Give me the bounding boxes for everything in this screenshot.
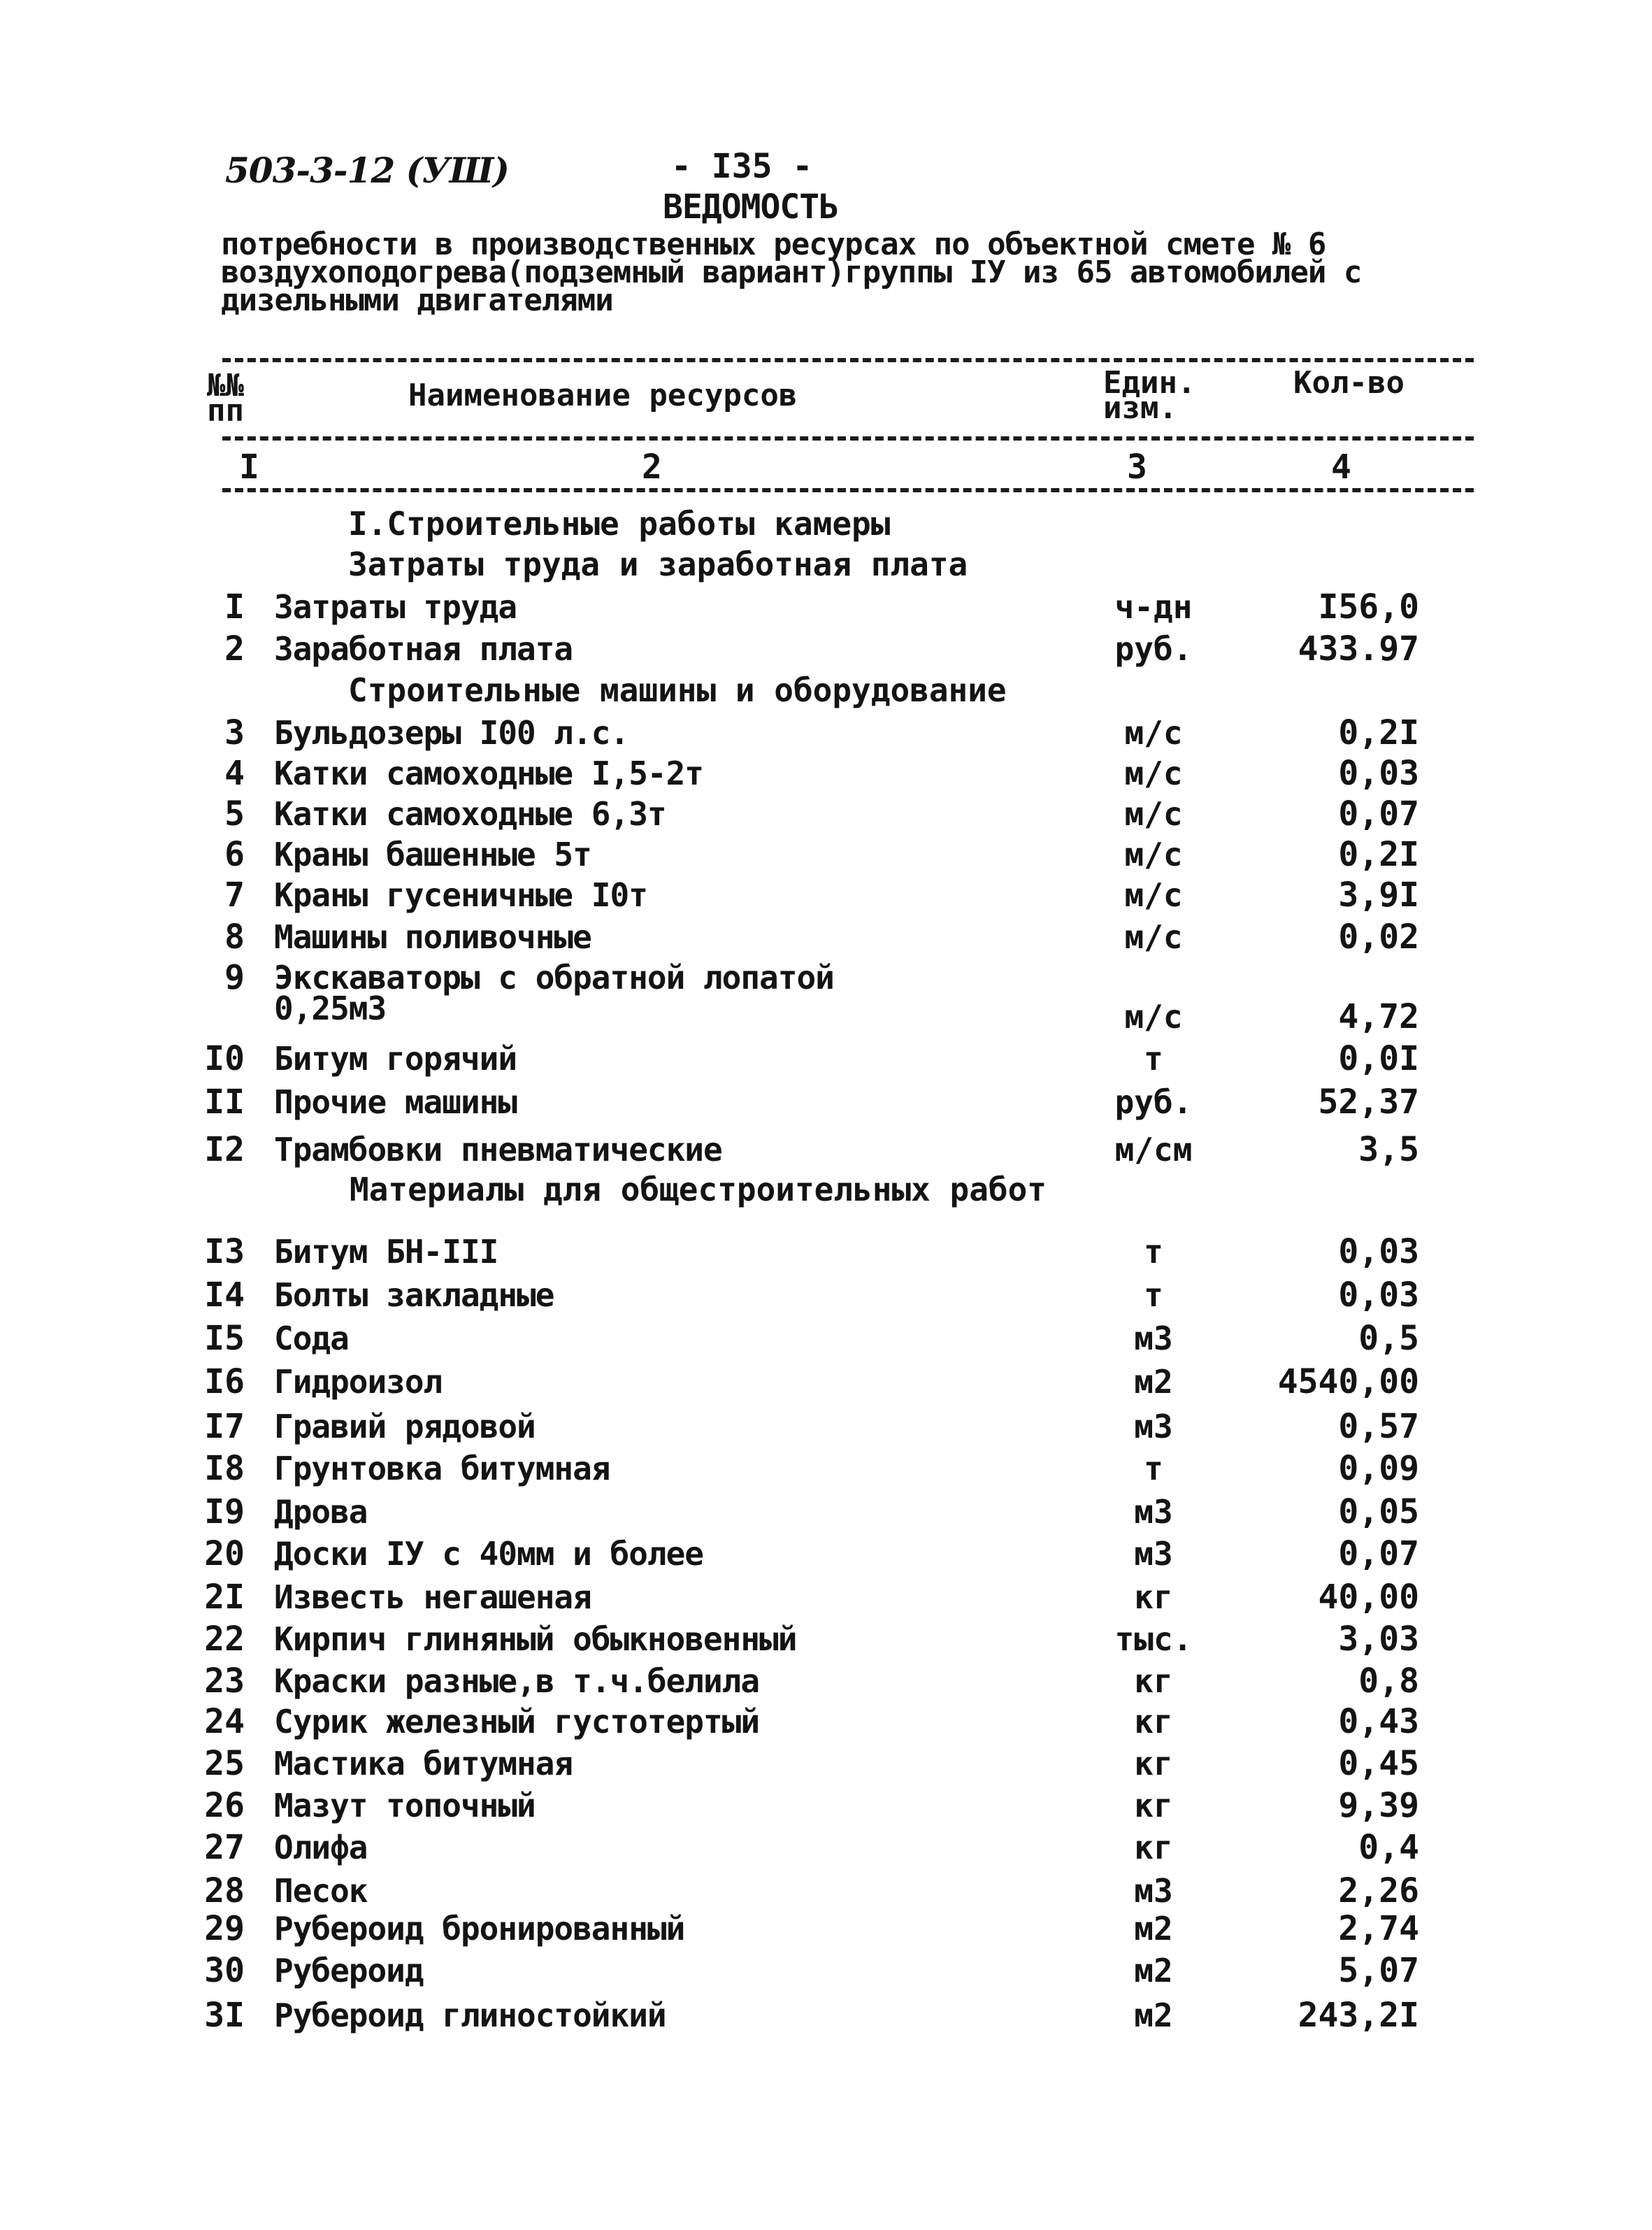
resource-name: Краски разные,в т.ч.белила: [274, 1662, 760, 1700]
table-row: [0, 1870, 1652, 1912]
column-index-1: I: [239, 448, 259, 487]
resource-name: Заработная плата: [274, 630, 573, 668]
document-title: ВЕДОМОСТЬ: [663, 187, 839, 227]
row-number: 2I: [204, 1578, 245, 1617]
header-unit: Един. изм.: [1103, 365, 1196, 426]
row-number: I5: [204, 1319, 245, 1358]
resource-quantity: 0,8: [1358, 1661, 1419, 1701]
table-row: [0, 1406, 1652, 1448]
index-bottom-rule: [222, 488, 1474, 492]
resource-quantity: 2,74: [1338, 1909, 1419, 1948]
table-row: [0, 834, 1652, 875]
resource-name: Гидроизол: [274, 1363, 443, 1401]
table-row: [0, 793, 1652, 835]
resource-unit: кг: [1134, 1662, 1173, 1700]
resource-name: Гравий рядовой: [274, 1408, 536, 1445]
row-number: 7: [224, 875, 245, 915]
resource-quantity: 0,05: [1338, 1492, 1419, 1531]
row-number: 9: [224, 958, 245, 997]
table-row: [0, 1950, 1652, 1992]
table-row: [0, 1743, 1652, 1785]
row-number: 28: [204, 1871, 245, 1910]
column-index-2: 2: [642, 448, 662, 487]
resource-unit: т: [1144, 1233, 1163, 1271]
header-name: Наименование ресурсов: [408, 378, 798, 413]
page-number: - I35 -: [671, 147, 813, 186]
resource-unit: т: [1144, 1450, 1163, 1487]
resource-unit: м2: [1134, 1996, 1173, 2034]
resource-quantity: 243,2I: [1298, 1996, 1419, 2035]
table-row: [0, 586, 1652, 628]
resource-quantity: 0,07: [1338, 794, 1419, 834]
table-row: [0, 712, 1652, 754]
column-index-3: 3: [1127, 448, 1147, 487]
resource-unit: м/с: [1124, 714, 1183, 752]
resource-quantity: 9,39: [1338, 1786, 1419, 1825]
resource-unit: т: [1144, 1040, 1163, 1078]
resource-quantity: I56,0: [1318, 587, 1419, 627]
resource-name: Катки самоходные 6,3т: [274, 795, 666, 833]
table-row: [0, 958, 1652, 1039]
resource-name: Экскаваторы с обратной лопатой 0,25м3: [274, 959, 834, 1027]
table-row: [0, 1274, 1652, 1316]
row-number: II: [204, 1082, 245, 1122]
table-row: [0, 1491, 1652, 1533]
resource-unit: м/с: [1124, 795, 1183, 833]
table-row: [0, 1533, 1652, 1575]
resource-quantity: 0,4: [1358, 1828, 1419, 1867]
resource-quantity: 0,5: [1358, 1319, 1419, 1358]
resource-unit: тыс.: [1114, 1620, 1193, 1658]
row-number: I7: [204, 1407, 245, 1446]
table-row: [0, 1576, 1652, 1618]
table-row: [0, 874, 1652, 916]
resource-quantity: 0,07: [1338, 1534, 1419, 1573]
table-row: [0, 628, 1652, 670]
resource-quantity: 52,37: [1318, 1082, 1419, 1122]
resource-name: Битум горячий: [274, 1040, 517, 1078]
resource-name: Затраты труда: [274, 588, 517, 626]
table-row: [0, 752, 1652, 794]
table-row: [0, 916, 1652, 958]
resource-unit: м2: [1134, 1910, 1173, 1947]
table-row: [0, 1317, 1652, 1359]
resource-unit: руб.: [1114, 1083, 1193, 1121]
resource-unit: м/см: [1114, 1131, 1193, 1168]
resource-name: Мазут топочный: [274, 1787, 536, 1824]
resource-unit: м3: [1134, 1872, 1173, 1910]
resource-quantity: 40,00: [1318, 1578, 1419, 1617]
resource-quantity: 3,5: [1358, 1130, 1419, 1169]
resource-quantity: 0,09: [1338, 1449, 1419, 1488]
resource-name: Доски IУ с 40мм и более: [274, 1535, 703, 1573]
resource-quantity: 0,45: [1338, 1744, 1419, 1783]
resource-quantity: 433.97: [1298, 629, 1419, 669]
resource-name: Дрова: [274, 1493, 368, 1531]
resource-unit: м/с: [1124, 998, 1183, 1036]
row-number: 2: [224, 629, 245, 669]
table-row: [0, 1618, 1652, 1660]
row-number: 23: [204, 1661, 245, 1701]
table-row: [0, 1908, 1652, 1950]
table-row: [0, 1081, 1652, 1123]
section-heading: I.Строительные работы камеры: [348, 505, 891, 543]
table-row: [0, 1129, 1652, 1171]
row-number: 8: [224, 917, 245, 957]
row-number: 22: [204, 1620, 245, 1659]
resource-quantity: 0,2I: [1338, 835, 1419, 874]
row-number: I3: [204, 1232, 245, 1271]
row-number: I4: [204, 1275, 245, 1315]
resource-name: Прочие машины: [274, 1083, 517, 1121]
table-row: [0, 1994, 1652, 2036]
resource-unit: м/с: [1124, 755, 1183, 792]
resource-name: Рубероид бронированный: [274, 1910, 685, 1947]
resource-quantity: 4540,00: [1277, 1362, 1419, 1401]
table-row: [0, 1785, 1652, 1827]
resource-name: Битум БН-III: [274, 1233, 498, 1271]
resource-name: Болты закладные: [274, 1276, 554, 1314]
resource-unit: м3: [1134, 1535, 1173, 1573]
row-number: 5: [224, 794, 245, 834]
table-row: [0, 1361, 1652, 1403]
header-bottom-rule: [222, 436, 1474, 441]
row-number: I: [224, 587, 245, 627]
resource-quantity: 0,03: [1338, 754, 1419, 793]
row-number: 27: [204, 1828, 245, 1867]
column-index-4: 4: [1331, 448, 1351, 487]
resource-quantity: 2,26: [1338, 1871, 1419, 1910]
resource-unit: кг: [1134, 1829, 1173, 1866]
resource-name: Мастика битумная: [274, 1745, 573, 1782]
resource-name: Известь негашеная: [274, 1578, 591, 1616]
resource-quantity: 0,03: [1338, 1275, 1419, 1315]
resource-name: Сурик железный густотертый: [274, 1703, 760, 1741]
resource-unit: руб.: [1114, 630, 1193, 668]
resource-name: Краны башенные 5т: [274, 836, 591, 873]
resource-unit: м/с: [1124, 876, 1183, 914]
header-qty: Кол-во: [1293, 365, 1405, 401]
resource-unit: м3: [1134, 1493, 1173, 1531]
row-number: I6: [204, 1362, 245, 1401]
resource-quantity: 0,2I: [1338, 713, 1419, 752]
resource-unit: м3: [1134, 1320, 1173, 1357]
resource-name: Трамбовки пневматические: [274, 1131, 722, 1168]
row-number: I0: [204, 1039, 245, 1078]
resource-name: Грунтовка битумная: [274, 1450, 610, 1487]
row-number: 29: [204, 1909, 245, 1948]
row-number: 30: [204, 1951, 245, 1990]
resource-name: Машины поливочные: [274, 918, 591, 956]
header-num: №№ пп: [207, 368, 244, 429]
resource-name: Краны гусеничные I0т: [274, 876, 647, 914]
resource-quantity: 3,03: [1338, 1620, 1419, 1659]
resource-unit: т: [1144, 1276, 1163, 1314]
document-subtitle: потребности в производственных ресурсах по объектной смете № 6 воздухоподогрева(подземный вариант)группы IУ из 65 автомобилей с дизельными двигателями: [221, 227, 1362, 318]
row-number: 4: [224, 754, 245, 793]
document-code: 503-3-12 (УШ): [225, 150, 509, 191]
table-row: [0, 1701, 1652, 1743]
resource-name: Кирпич глиняный обыкновенный: [274, 1620, 797, 1658]
table-row: [0, 1038, 1652, 1080]
resource-unit: м2: [1134, 1952, 1173, 1989]
table-row: [0, 1231, 1652, 1273]
resource-quantity: 0,57: [1338, 1407, 1419, 1446]
resource-name: Рубероид глиностойкий: [274, 1996, 666, 2034]
row-number: 24: [204, 1702, 245, 1741]
resource-quantity: 3,9I: [1338, 875, 1419, 915]
table-row: [0, 1448, 1652, 1489]
resource-name: Рубероид: [274, 1952, 424, 1989]
resource-name: Катки самоходные I,5-2т: [274, 755, 703, 792]
resource-unit: м/с: [1124, 918, 1183, 956]
resource-name: Песок: [274, 1872, 368, 1910]
row-number: 25: [204, 1744, 245, 1783]
resource-quantity: 0,43: [1338, 1702, 1419, 1741]
row-number: 3: [224, 713, 245, 752]
row-number: I8: [204, 1449, 245, 1488]
resource-unit: кг: [1134, 1745, 1173, 1782]
section-subheading: Затраты труда и заработная плата: [348, 545, 968, 583]
resource-name: Сода: [274, 1320, 349, 1357]
row-number: I9: [204, 1492, 245, 1531]
resource-unit: кг: [1134, 1787, 1173, 1824]
resource-unit: кг: [1134, 1703, 1173, 1741]
resource-name: Бульдозеры I00 л.с.: [274, 714, 629, 752]
resource-unit: кг: [1134, 1578, 1173, 1616]
resource-quantity: 4,72: [1338, 997, 1419, 1036]
row-number: 20: [204, 1534, 245, 1573]
resource-name: Олифа: [274, 1829, 368, 1866]
resource-quantity: 0,03: [1338, 1232, 1419, 1271]
row-number: I2: [204, 1130, 245, 1169]
resource-quantity: 0,02: [1338, 917, 1419, 957]
resource-quantity: 0,0I: [1338, 1039, 1419, 1078]
row-number: 3I: [204, 1996, 245, 2035]
resource-unit: м3: [1134, 1408, 1173, 1445]
resource-unit: м2: [1134, 1363, 1173, 1401]
row-number: 6: [224, 835, 245, 874]
table-top-rule: [222, 358, 1474, 362]
table-row: [0, 1660, 1652, 1702]
table-row: [0, 1827, 1652, 1868]
resource-quantity: 5,07: [1338, 1951, 1419, 1990]
row-number: 26: [204, 1786, 245, 1825]
resource-unit: ч-дн: [1114, 588, 1193, 626]
section-heading: Материалы для общестроительных работ: [350, 1171, 1047, 1208]
resource-unit: м/с: [1124, 836, 1183, 873]
section-heading: Строительные машины и оборудование: [348, 671, 1007, 709]
